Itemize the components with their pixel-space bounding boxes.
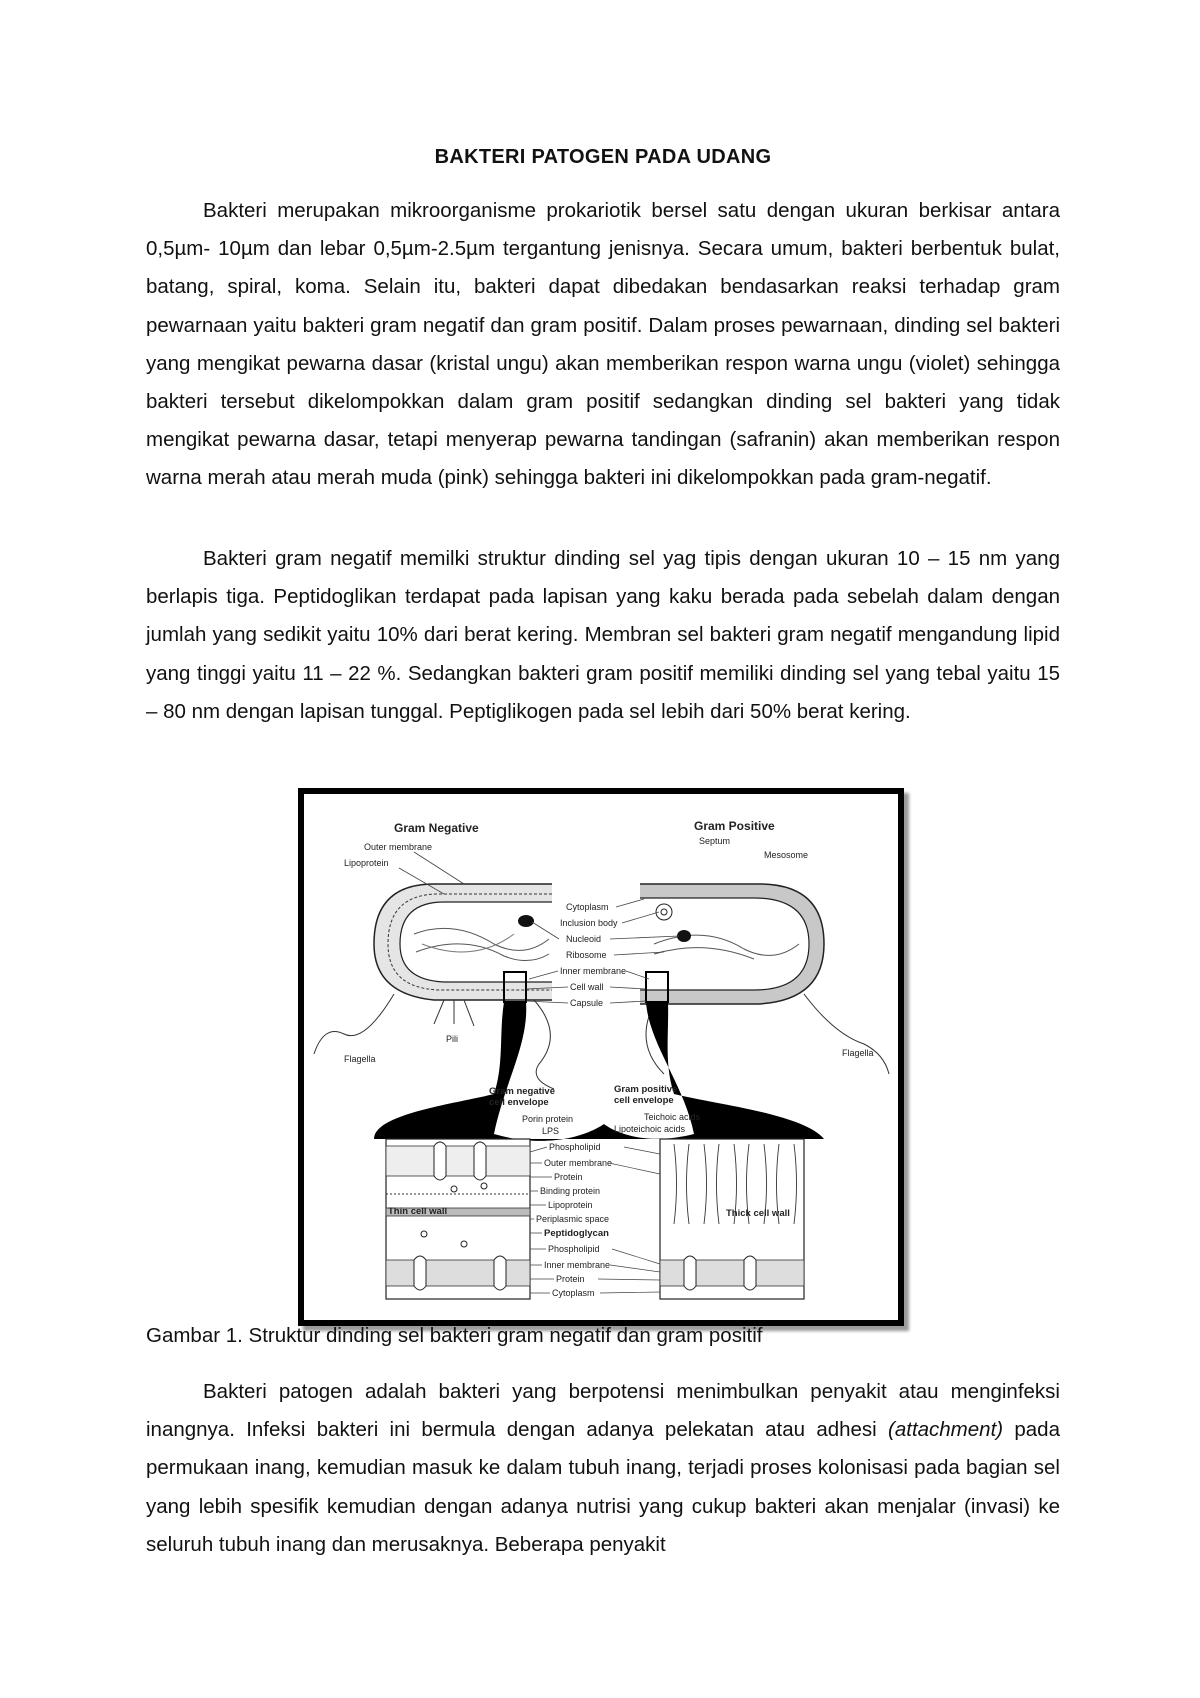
label-phospholipid: Phospholipid xyxy=(549,1142,601,1152)
label-cytoplasm-2: Cytoplasm xyxy=(552,1288,595,1298)
label-pili: Pili xyxy=(446,1034,459,1044)
paragraph-3 xyxy=(146,1373,1060,1564)
header-gram-positive: Gram Positive xyxy=(694,819,775,833)
document-title: BAKTERI PATOGEN PADA UDANG xyxy=(434,146,772,168)
gram-positive-envelope xyxy=(660,1139,804,1299)
paragraph-3-start: Bakteri patogen adalah bakteri yang berpotensi menimbulkan penyakit atau menginfeksi inangnya. Infeksi bakteri ini bermula dengan adanya pelekatan atau adhesi xyxy=(146,1380,1060,1442)
label-thick-cell-wall: Thick cell wall xyxy=(726,1208,790,1219)
paragraph-2: Bakteri gram negatif memilki struktur dinding sel yag tipis dengan ukuran 10 – 15 nm yang berlapis tiga. Peptidoglikan terdapat pada lapisan yang kaku berada pada sebelah dalam dengan jumlah yang sedikit yaitu 10% dari berat kering. Membran sel bakteri gram negatif mengandung lipid yang tinggi yaitu 11 – 22 %. Sedangkan bakteri gram positif memiliki dinding sel yang tebal yaitu 15 – 80 nm dengan lapisan tunggal. Peptiglikogen pada sel lebih dari 50% berat kering. xyxy=(146,547,1060,723)
cell-wall-figure xyxy=(298,788,904,1326)
paragraph-3-block xyxy=(146,1373,1060,1564)
label-septum: Septum xyxy=(699,836,731,846)
label-lipoprotein: Lipoprotein xyxy=(344,858,389,868)
label-lipoteichoic-acids: Lipoteichoic acids xyxy=(614,1124,686,1134)
label-nucleoid: Nucleoid xyxy=(566,934,602,944)
label-binding-protein: Binding protein xyxy=(540,1186,601,1196)
label-outer-membrane-2: Outer membrane xyxy=(544,1158,613,1168)
envelope-left-title: Gram negative xyxy=(489,1086,555,1097)
label-cytoplasm: Cytoplasm xyxy=(566,902,609,912)
label-porin-protein: Porin protein xyxy=(522,1114,574,1124)
label-protein: Protein xyxy=(554,1172,583,1182)
label-peptidoglycan: Peptidoglycan xyxy=(544,1228,609,1239)
paragraph-1: Bakteri merupakan mikroorganisme prokariotik bersel satu dengan ukuran berkisar antara 0,5µm- 10µm dan lebar 0,5µm-2.5µm tergantung jenisnya. Secara umum, bakteri berbentuk bulat, batang, spiral, koma. Selain itu, bakteri dapat dibedakan bendasarkan reaksi terhadap gram pewarnaan yaitu bakteri gram negatif dan gram positif. Dalam proses pewarnaan, dinding sel bakteri yang mengikat pewarna dasar (kristal ungu) akan memberikan respon warna ungu (violet) sehingga bakteri tersebut dikelompokkan dalam gram positif sedangkan dinding sel bakteri yang tidak mengikat pewarna dasar, tetapi menyerap pewarna tandingan (safranin) akan memberikan respon warna merah atau merah muda (pink) sehingga bakteri ini dikelompokkan pada gram-negatif. xyxy=(146,199,1060,490)
label-mesosome: Mesosome xyxy=(764,850,809,860)
zoom-funnel-right xyxy=(604,1002,824,1139)
label-thin-cell-wall: Thin cell wall xyxy=(388,1206,448,1217)
gram-positive-cell xyxy=(640,884,889,1074)
label-capsule: Capsule xyxy=(570,998,604,1008)
label-teichoic-acids: Teichoic acids xyxy=(644,1112,701,1122)
paragraph-1-block xyxy=(146,192,1060,498)
label-cell-wall: Cell wall xyxy=(570,982,604,992)
label-inclusion-body: Inclusion body xyxy=(560,918,618,928)
header-gram-negative: Gram Negative xyxy=(394,821,479,835)
label-outer-membrane: Outer membrane xyxy=(364,842,433,852)
label-flagella-right: Flagella xyxy=(842,1048,874,1058)
envelope-right-title: Gram positive xyxy=(614,1084,678,1095)
figure-caption: Gambar 1. Struktur dinding sel bakteri gram negatif dan gram positif xyxy=(146,1324,763,1347)
label-inner-membrane: Inner membrane xyxy=(560,966,627,976)
envelope-right-title-2: cell envelope xyxy=(614,1095,674,1106)
paragraph-3-italic: (attachment) xyxy=(888,1418,1004,1442)
paragraph-2-block xyxy=(146,540,1060,731)
label-flagella-left: Flagella xyxy=(344,1054,376,1064)
envelope-left-title-2: cell envelope xyxy=(489,1097,549,1108)
cell-wall-diagram xyxy=(304,794,898,1320)
label-lps: LPS xyxy=(542,1126,560,1136)
label-ribosome: Ribosome xyxy=(566,950,607,960)
label-lipoprotein-2: Lipoprotein xyxy=(548,1200,593,1210)
label-phospholipid-2: Phospholipid xyxy=(548,1244,600,1254)
label-protein-2: Protein xyxy=(556,1274,585,1284)
label-inner-membrane-2: Inner membrane xyxy=(544,1260,611,1270)
paragraph-3-end: pada permukaan inang, kemudian masuk ke dalam tubuh inang, terjadi proses kolonisasi pada bagian sel yang lebih spesifik kemudian dengan adanya nutrisi yang cukup bakteri akan menjalar (invasi) ke seluruh tubuh inang dan merusaknya. Beberapa penyakit xyxy=(146,1418,1060,1556)
gram-negative-envelope xyxy=(386,1139,530,1299)
label-periplasmic-space: Periplasmic space xyxy=(536,1214,610,1224)
